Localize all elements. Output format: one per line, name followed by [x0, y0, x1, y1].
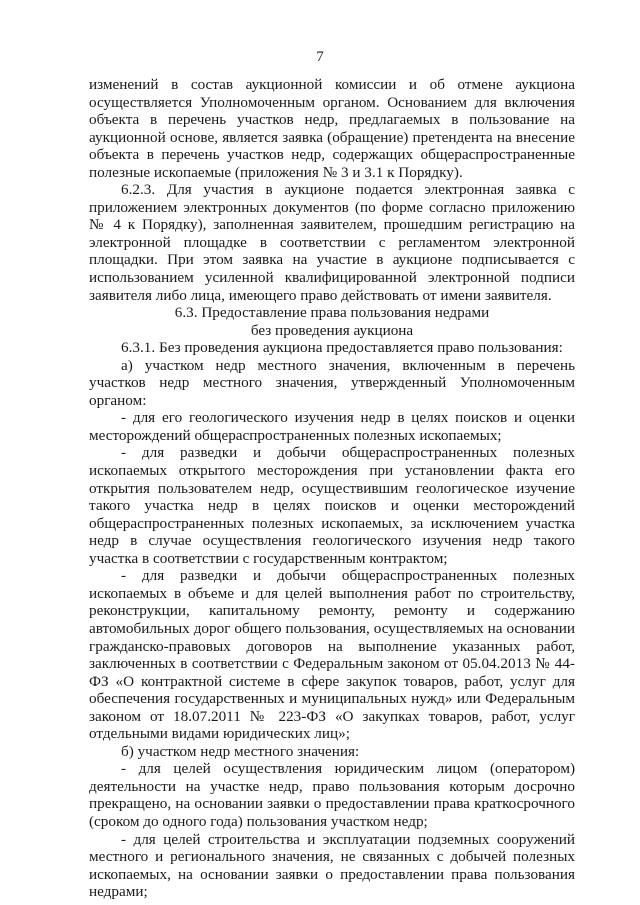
page-number: 7: [316, 49, 324, 65]
item-b-bullet-1: - для целей осуществления юридическим лицом (оператором) деятельности на участке недр, право пользования которым досрочно прекращено, на основании заявки о предоставлении права краткосрочного (сроком до одного года) пользования участком недр;: [89, 760, 575, 830]
paragraph-continuation: изменений в состав аукционной комиссии и об отмене аукциона осуществляется Уполномоченным органом. Основанием для включения объекта в перечень участков недр, предлагаемых в пользование на аукционной основе, является заявка (обращение) претендента на внесение объекта в перечень участков недр, содержащих общераспространенные полезные ископаемые (приложения № 3 и 3.1 к Порядку).: [89, 76, 575, 181]
paragraph-6-2-3: 6.2.3. Для участия в аукционе подается электронная заявка с приложением электронных документов (по форме согласно приложению № 4 к Порядку), заполненная заявителем, прошедшим регистрацию на электронной площадке в соответствии с регламентом электронной площадки. При этом заявка на участие в аукционе подписывается с использованием усиленной квалифицированной электронной подписи заявителя либо лица, имеющего право действовать от имени заявителя.: [89, 181, 575, 304]
section-heading-line-2: без проведения аукциона: [250, 321, 414, 339]
document-body: [89, 76, 575, 901]
paragraph-6-3-1: 6.3.1. Без проведения аукциона предоставляется право пользования:: [121, 339, 563, 357]
item-a-bullet-3: - для разведки и добычи общераспространенных полезных ископаемых в объеме и для целей выполнения работ по строительству, реконструкции, капитальному ремонту, ремонту и содержанию автомобильных дорог общего пользования, осуществляемых на основании гражданско-правовых договоров на выполнение указанных работ, заключенных в соответствии с Федеральным законом от 05.04.2013 № 44-ФЗ «О контрактной системе в сфере закупок товаров, работ, услуг для обеспечения государственных и муниципальных нужд» или Федеральным законом от 18.07.2011 № 223-ФЗ «О закупках товаров, работ, услуг отдельными видами юридических лиц»;: [89, 567, 575, 743]
item-a-bullet-2: - для разведки и добычи общераспространенных полезных ископаемых открытого месторождения при установлении факта его открытия пользователем недр, осуществившим геологическое изучение такого участка недр в целях поисков и оценки месторождений общераспространенных полезных ископаемых, за исключением участка недр в случае осуществления геологического изучения недр такого участка в соответствии с государственным контрактом;: [89, 444, 575, 567]
item-b: б) участком недр местного значения:: [121, 742, 360, 760]
item-a: а) участком недр местного значения, включенным в перечень участков недр местного значения, утвержденный Уполномоченным органом:: [89, 356, 575, 409]
item-b-bullet-2: - для целей строительства и эксплуатации подземных сооружений местного и регионального значения, не связанных с добычей полезных ископаемых, на основании заявки о предоставлении права пользования недрами;: [89, 830, 575, 901]
item-a-bullet-1: - для его геологического изучения недр в целях поисков и оценки месторождений общераспространенных полезных ископаемых;: [89, 409, 575, 444]
section-heading-line-1: 6.3. Предоставление права пользования недрами: [174, 304, 490, 322]
